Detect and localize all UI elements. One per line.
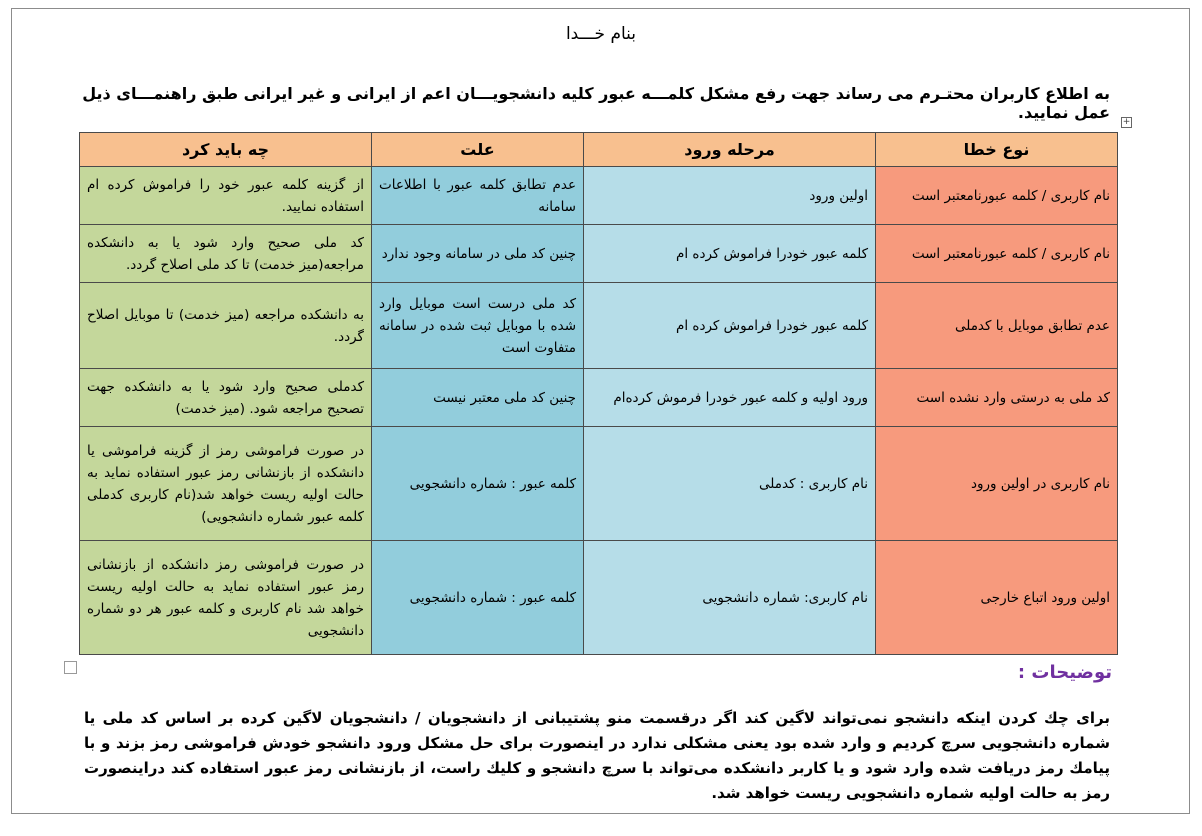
- cell-cause: کد ملی درست است موبایل وارد شده با موبایل ثبت شده در سامانه متفاوت است: [372, 283, 584, 369]
- notes-title: توضیحات :: [1017, 662, 1112, 683]
- cell-cause: کلمه عبور : شماره دانشجویی: [372, 541, 584, 655]
- cell-error-type: نام کاربری / کلمه عبورنامعتبر است: [876, 167, 1118, 225]
- cell-what-to-do: کدملی صحیح وارد شود یا به دانشکده جهت تصحیح مراجعه شود. (میز خدمت): [80, 369, 372, 427]
- table-move-handle-icon[interactable]: +: [1122, 117, 1131, 127]
- cell-login-stage: اولین ورود: [584, 167, 876, 225]
- cell-error-type: نام کاربری / کلمه عبورنامعتبر است: [876, 225, 1118, 283]
- cell-login-stage: کلمه عبور خودرا فراموش کرده ام: [584, 283, 876, 369]
- cell-login-stage: نام کاربری : کدملی: [584, 427, 876, 541]
- cell-error-type: عدم تطابق موبایل با کدملی: [876, 283, 1118, 369]
- cell-what-to-do: از گزینه کلمه عبور خود را فراموش کرده ام استفاده نمایید.: [80, 167, 372, 225]
- cell-what-to-do: در صورت فراموشی رمز از گزینه فراموشی یا دانشکده از بازنشانی رمز عبور استفاده نماید به حالت اولیه ریست خواهد شد(نام کاربری کدملی کلمه عبور شماره دانشجویی): [80, 427, 372, 541]
- cell-error-type: کد ملی به درستی وارد نشده است: [876, 369, 1118, 427]
- table-row: [80, 167, 1118, 225]
- cell-cause: چنین کد ملی در سامانه وجود ندارد: [372, 225, 584, 283]
- header-login-stage: مرحله ورود: [584, 133, 876, 167]
- cell-cause: عدم تطابق کلمه عبور با اطلاعات سامانه: [372, 167, 584, 225]
- table-row: [80, 283, 1118, 369]
- notice-text: به اطلاع کاربران محتـرم می رساند جهت رفع مشکل کلمـــه عبور کلیه دانشجویـــان اعم از ایرانی و غیر ایرانی طبق راهنمـــای ذیل عمل نمایید.: [82, 84, 1110, 122]
- page-heading: بنام خـــدا: [565, 24, 637, 44]
- cell-cause: چنین کد ملی معتبر نیست: [372, 369, 584, 427]
- table-end-marker: [64, 661, 77, 674]
- cell-cause: کلمه عبور : شماره دانشجویی: [372, 427, 584, 541]
- cell-login-stage: ورود اولیه و کلمه عبور خودرا فرموش کرده‌ام: [584, 369, 876, 427]
- header-error-type: نوع خطا: [876, 133, 1118, 167]
- cell-what-to-do: کد ملی صحیح وارد شود یا به دانشکده مراجعه(میز خدمت) تا کد ملی اصلاح گردد.: [80, 225, 372, 283]
- cell-error-type: اولین ورود اتباع خارجی: [876, 541, 1118, 655]
- notes-body: برای چك كردن اینكه دانشجو نمی‌تواند لاگین كند اگر درقسمت منو پشتیبانی از دانشجویان / دانشجویان لاگین كرده بر اساس كد ملی یا شماره دانشجویی سرچ كردیم و وارد شده بود یعنی مشكلی ندارد در اینصورت برای حل مشكل ورود دانشجو خودش فراموشی رمز بزند و با پیامك رمز دریافت شده وارد شود و یا كاربر دانشكده می‌تواند با سرچ دانشجو و كلیك راست، از بازنشانی رمز عبور استفاده كند دراینصورت رمز به حالت اولیه شماره دانشجویی ریست خواهد شد.: [84, 709, 1110, 802]
- cell-what-to-do: در صورت فراموشی رمز دانشکده از بازنشانی رمز عبور استفاده نماید به حالت اولیه ریست خواهد شد نام کاربری و کلمه عبور هر دو شماره دانشجویی: [80, 541, 372, 655]
- header-cause: علت: [372, 133, 584, 167]
- table-header-row: [80, 133, 1118, 167]
- cell-what-to-do: به دانشکده مراجعه (میز خدمت) تا موبایل اصلاح گردد.: [80, 283, 372, 369]
- table-row: [80, 369, 1118, 427]
- cell-login-stage: نام کاربری: شماره دانشجویی: [584, 541, 876, 655]
- cell-error-type: نام کاربری در اولین ورود: [876, 427, 1118, 541]
- table-row: [80, 225, 1118, 283]
- table-row: [80, 427, 1118, 541]
- header-what-to-do: چه باید کرد: [80, 133, 372, 167]
- login-errors-table: [79, 132, 1118, 655]
- table-row: [80, 541, 1118, 655]
- cell-login-stage: کلمه عبور خودرا فراموش کرده ام: [584, 225, 876, 283]
